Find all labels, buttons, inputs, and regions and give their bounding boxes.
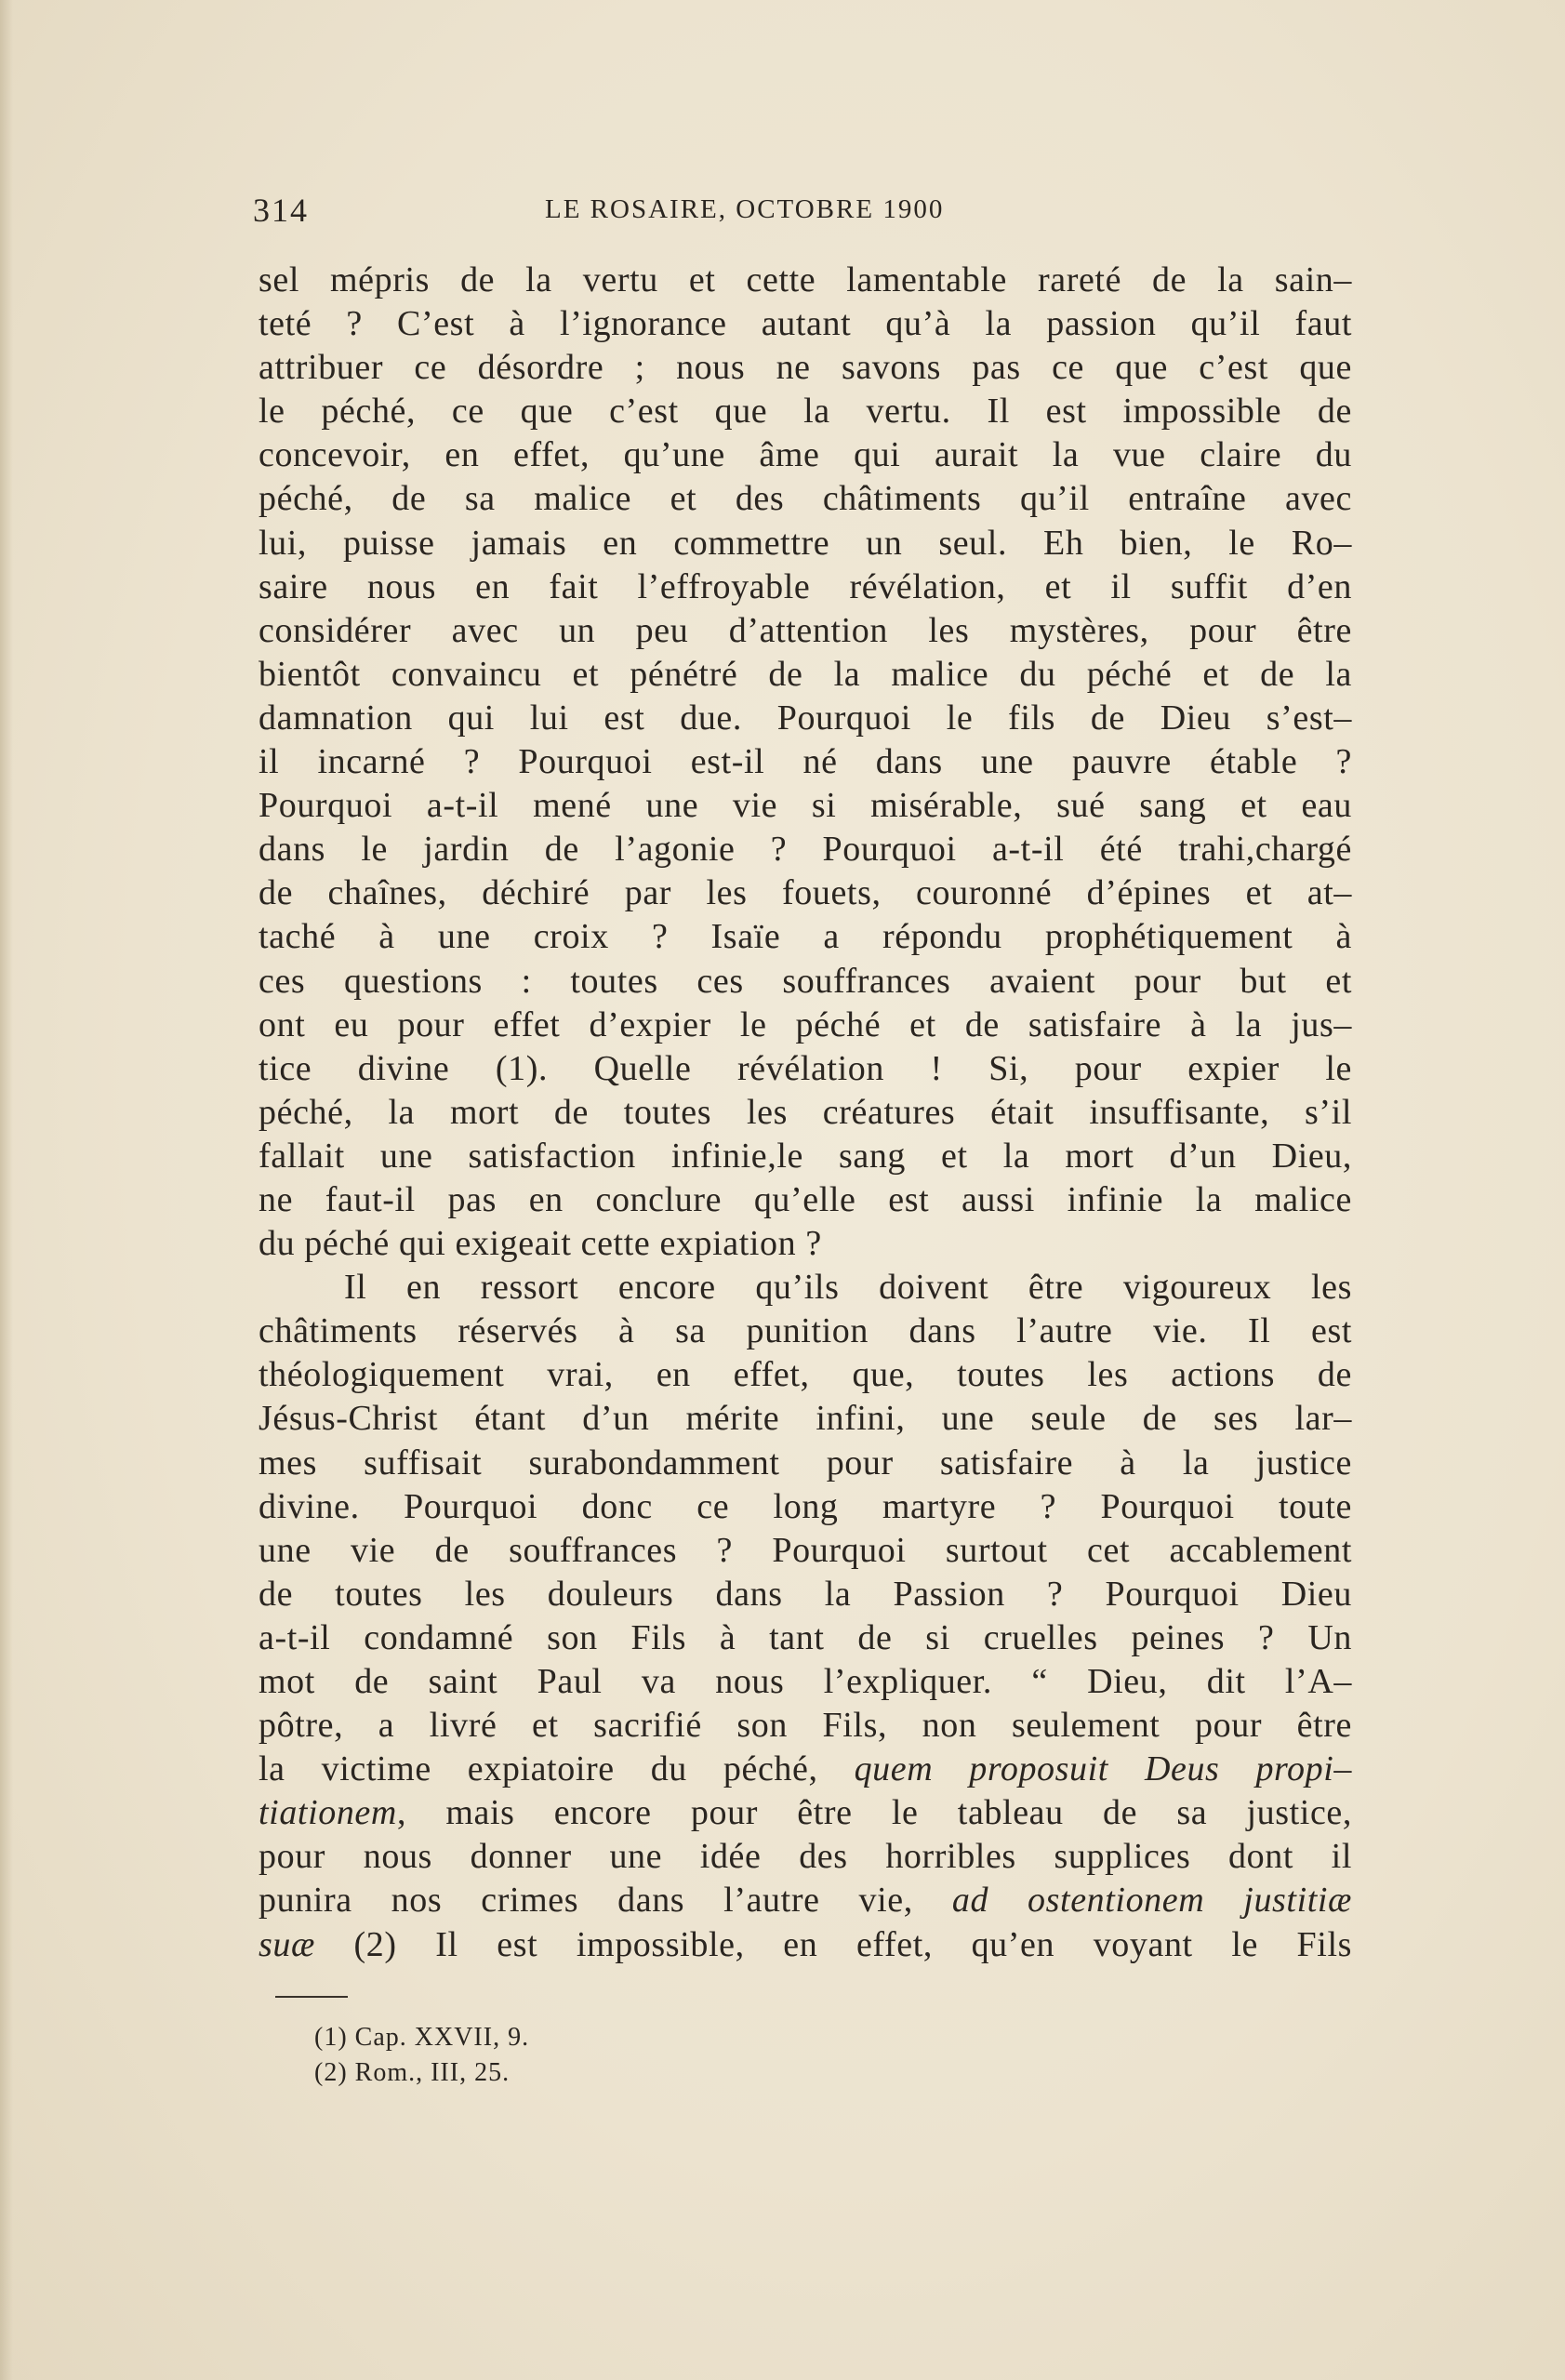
text-segment: (2) Il est impossible, en effet, qu’en voyant le Fils bbox=[314, 1924, 1352, 1964]
latin-quote: quem proposuit Deus propi– bbox=[854, 1749, 1352, 1789]
paragraph-2 bbox=[259, 1266, 1352, 1967]
text-line: attribuer ce désordre ; nous ne savons pas ce que c’est que bbox=[259, 348, 1352, 388]
text-line-with-latin bbox=[259, 1748, 1352, 1791]
footnote-1: (1) Cap. XXVII, 9. bbox=[314, 2023, 530, 2052]
text-line: ces questions : toutes ces souffrances avaient pour but et bbox=[259, 961, 1352, 1001]
paragraph-1 bbox=[259, 259, 1352, 1266]
text-line: tice divine (1). Quelle révélation ! Si, pour expier le bbox=[259, 1048, 1352, 1088]
text-line: Pourquoi a-t-il mené une vie si misérable, sué sang et eau bbox=[259, 786, 1352, 826]
text-line: sel mépris de la vertu et cette lamentable rareté de la sain– bbox=[259, 260, 1352, 299]
text-line: péché, la mort de toutes les créatures était insuffisante, s’il bbox=[259, 1092, 1352, 1132]
text-line: mes suffisait surabondamment pour satisfaire à la justice bbox=[259, 1443, 1352, 1483]
latin-quote: tiationem bbox=[259, 1793, 397, 1833]
text-line: dans le jardin de l’agonie ? Pourquoi a-t-il été trahi,chargé bbox=[259, 830, 1352, 870]
text-line: damnation qui lui est due. Pourquoi le fils de Dieu s’est– bbox=[259, 698, 1352, 738]
text-line: Jésus-Christ étant d’un mérite infini, une seule de ses lar– bbox=[259, 1399, 1352, 1439]
text-line: considérer avec un peu d’attention les mystères, pour être bbox=[259, 610, 1352, 650]
text-line: de chaînes, déchiré par les fouets, couronné d’épines et at– bbox=[259, 873, 1352, 913]
footnotes bbox=[314, 2020, 529, 2091]
text-line: fallait une satisfaction infinie,le sang et la mort d’un Dieu, bbox=[259, 1136, 1352, 1176]
text-line: a-t-il condamné son Fils à tant de si cruelles peines ? Un bbox=[259, 1617, 1352, 1657]
text-line-with-latin bbox=[259, 1791, 1352, 1835]
latin-quote: suæ bbox=[259, 1924, 315, 1964]
running-head bbox=[253, 191, 1053, 237]
text-line: de toutes les douleurs dans la Passion ? Pourquoi Dieu bbox=[259, 1574, 1352, 1614]
latin-quote: ad ostentionem justitiæ bbox=[951, 1881, 1353, 1921]
text-line: ne faut-il pas en conclure qu’elle est aussi infinie la malice bbox=[259, 1179, 1352, 1219]
text-line: divine. Pourquoi donc ce long martyre ? Pourquoi toute bbox=[259, 1486, 1352, 1526]
text-line: taché à une croix ? Isaïe a répondu prophétiquement à bbox=[259, 917, 1352, 957]
text-segment: , mais encore pour être le tableau de sa justice, bbox=[396, 1793, 1352, 1833]
page-gutter-shadow bbox=[0, 0, 13, 2380]
text-line: une vie de souffrances ? Pourquoi surtout cet accablement bbox=[259, 1530, 1352, 1570]
text-segment: punira nos crimes dans l’autre vie, bbox=[259, 1881, 952, 1921]
text-segment: la victime expiatoire du péché, bbox=[259, 1749, 855, 1789]
text-line: le péché, ce que c’est que la vertu. Il est impossible de bbox=[259, 392, 1352, 432]
text-line: pour nous donner une idée des horribles supplices dont il bbox=[259, 1837, 1352, 1877]
text-line: théologiquement vrai, en effet, que, toutes les actions de bbox=[259, 1355, 1352, 1395]
text-line: mot de saint Paul va nous l’expliquer. “ Dieu, dit l’A– bbox=[259, 1662, 1352, 1701]
text-line: du péché qui exigeait cette expiation ? bbox=[259, 1224, 822, 1264]
text-line: concevoir, en effet, qu’une âme qui aurait la vue claire du bbox=[259, 435, 1352, 475]
text-line: péché, de sa malice et des châtiments qu’il entraîne avec bbox=[259, 479, 1352, 519]
text-line: teté ? C’est à l’ignorance autant qu’à la passion qu’il faut bbox=[259, 304, 1352, 344]
text-line: Il en ressort encore qu’ils doivent être vigoureux les bbox=[344, 1268, 1352, 1308]
text-line: bientôt convaincu et pénétré de la malice du péché et de la bbox=[259, 654, 1352, 694]
footnote-2: (2) Rom., III, 25. bbox=[314, 2058, 511, 2087]
text-line: ont eu pour effet d’expier le péché et de satisfaire à la jus– bbox=[259, 1004, 1352, 1044]
footnote-rule bbox=[275, 1996, 348, 1998]
text-line-with-latin bbox=[259, 1923, 1352, 1967]
text-line: lui, puisse jamais en commettre un seul. Eh bien, le Ro– bbox=[259, 523, 1352, 563]
text-line: pôtre, a livré et sacrifié son Fils, non seulement pour être bbox=[259, 1706, 1352, 1746]
text-line-with-latin bbox=[259, 1879, 1352, 1922]
text-line: châtiments réservés à sa punition dans l’autre vie. Il est bbox=[259, 1311, 1352, 1351]
running-title: LE ROSAIRE, OCTOBRE 1900 bbox=[545, 194, 945, 224]
body-text bbox=[259, 259, 1352, 1967]
text-line: il incarné ? Pourquoi est-il né dans une pauvre étable ? bbox=[259, 742, 1352, 782]
text-line: saire nous en fait l’effroyable révélation, et il suffit d’en bbox=[259, 566, 1352, 606]
page-number: 314 bbox=[253, 192, 309, 229]
